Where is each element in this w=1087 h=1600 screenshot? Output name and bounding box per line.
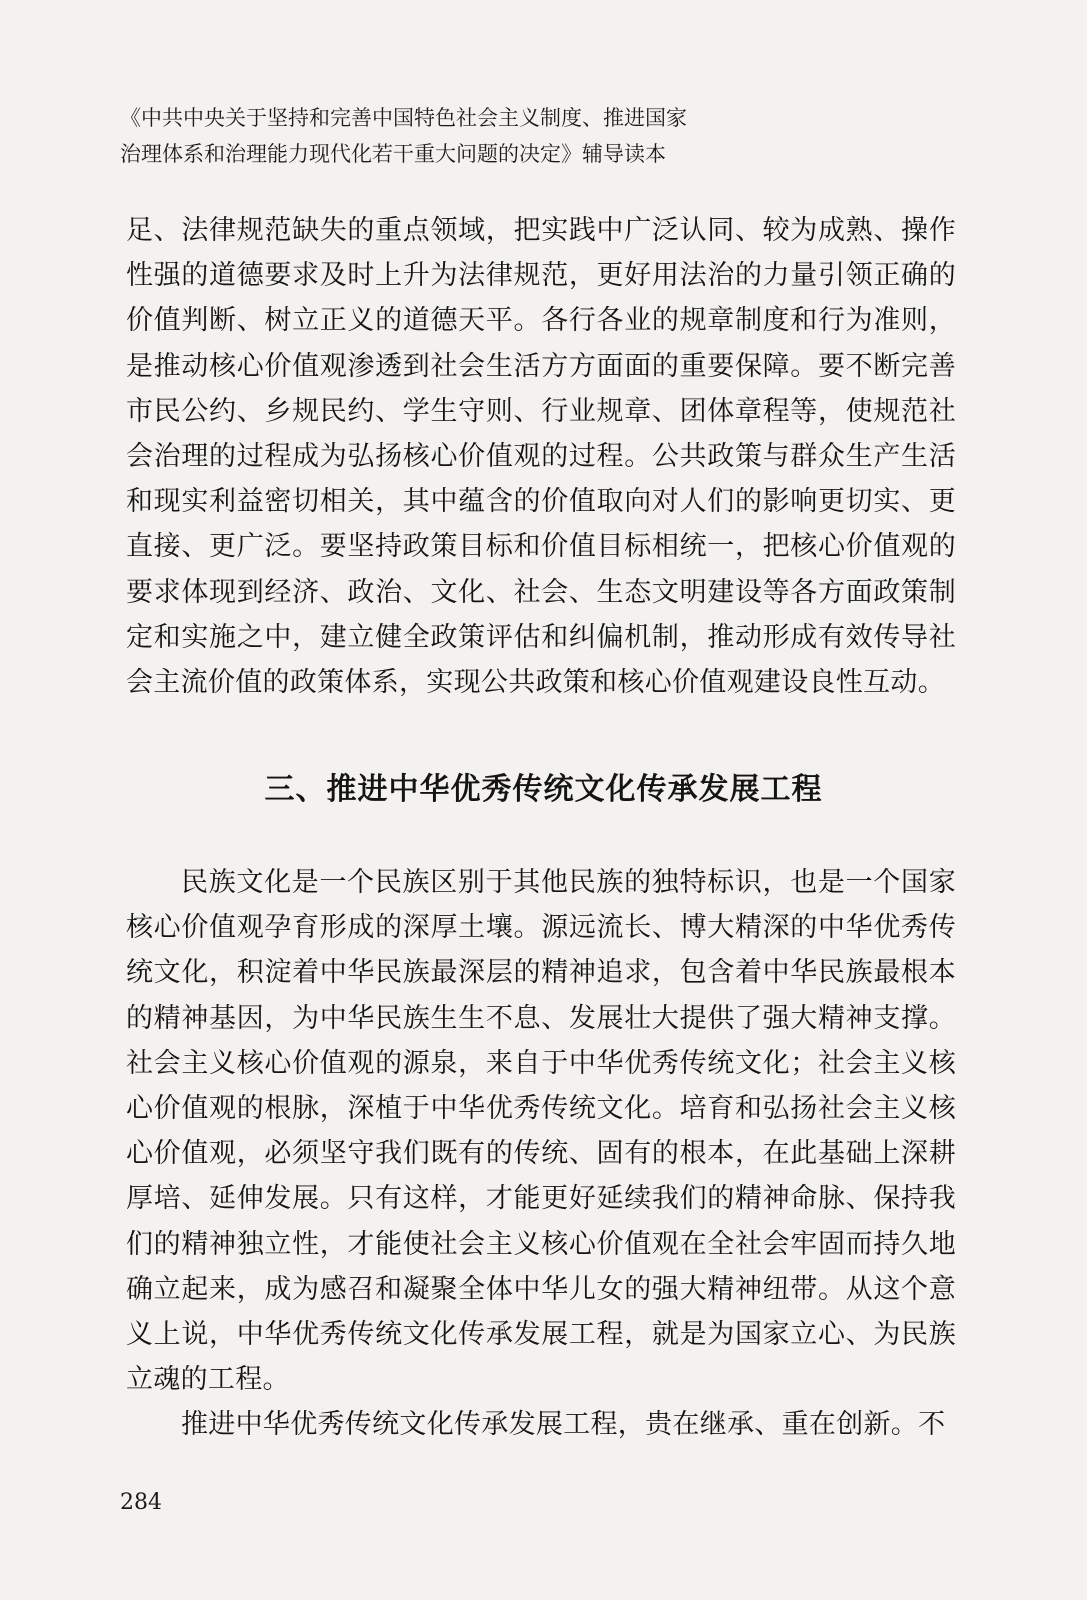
running-header-line-2: 治理体系和治理能力现代化若干重大问题的决定》辅导读本 <box>120 142 666 166</box>
section-heading: 三、推进中华优秀传统文化传承发展工程 <box>264 772 823 807</box>
running-header <box>120 100 820 172</box>
paragraph: 民族文化是一个民族区别于其他民族的独特标识，也是一个国家核心价值观孕育形成的深厚土壤。源远流长、博大精深的中华优秀传统文化，积淀着中华民族最深层的精神追求，包含着中华民族最根本的精神基因，为中华民族生生不息、发展壮大提供了强大精神支撑。社会主义核心价值观的源泉，来自于中华优秀传统文化；社会主义核心价值观的根脉，深植于中华优秀传统文化。培育和弘扬社会主义核心价值观，必须坚守我们既有的传统、固有的根本，在此基础上深耕厚培、延伸发展。只有这样，才能更好延续我们的精神命脉、保持我们的精神独立性，才能使社会主义核心价值观在全社会牢固而持久地确立起来，成为感召和凝聚全体中华儿女的强大精神纽带。从这个意义上说，中华优秀传统文化传承发展工程，就是为国家立心、为民族立魂的工程。 <box>126 867 956 1396</box>
page-number: 284 <box>120 1490 162 1515</box>
paragraph: 推进中华优秀传统文化传承发展工程，贵在继承、重在创新。不 <box>181 1409 946 1441</box>
running-header-line-1: 《中共中央关于坚持和完善中国特色社会主义制度、推进国家 <box>120 106 687 130</box>
body-text-top <box>126 208 956 705</box>
body-text-bottom <box>126 860 956 1448</box>
paragraph: 足、法律规范缺失的重点领域，把实践中广泛认同、较为成熟、操作性强的道德要求及时上升为法律规范，更好用法治的力量引领正确的价值判断、树立正义的道德天平。各行各业的规章制度和行为准则，是推动核心价值观渗透到社会生活方方面面的重要保障。要不断完善市民公约、乡规民约、学生守则、行业规章、团体章程等，使规范社会治理的过程成为弘扬核心价值观的过程。公共政策与群众生产生活和现实利益密切相关，其中蕴含的价值取向对人们的影响更切实、更直接、更广泛。要坚持政策目标和价值目标相统一，把核心价值观的要求体现到经济、政治、文化、社会、生态文明建设等各方面政策制定和实施之中，建立健全政策评估和纠偏机制，推动形成有效传导社会主流价值的政策体系，实现公共政策和核心价值观建设良性互动。 <box>126 215 956 699</box>
